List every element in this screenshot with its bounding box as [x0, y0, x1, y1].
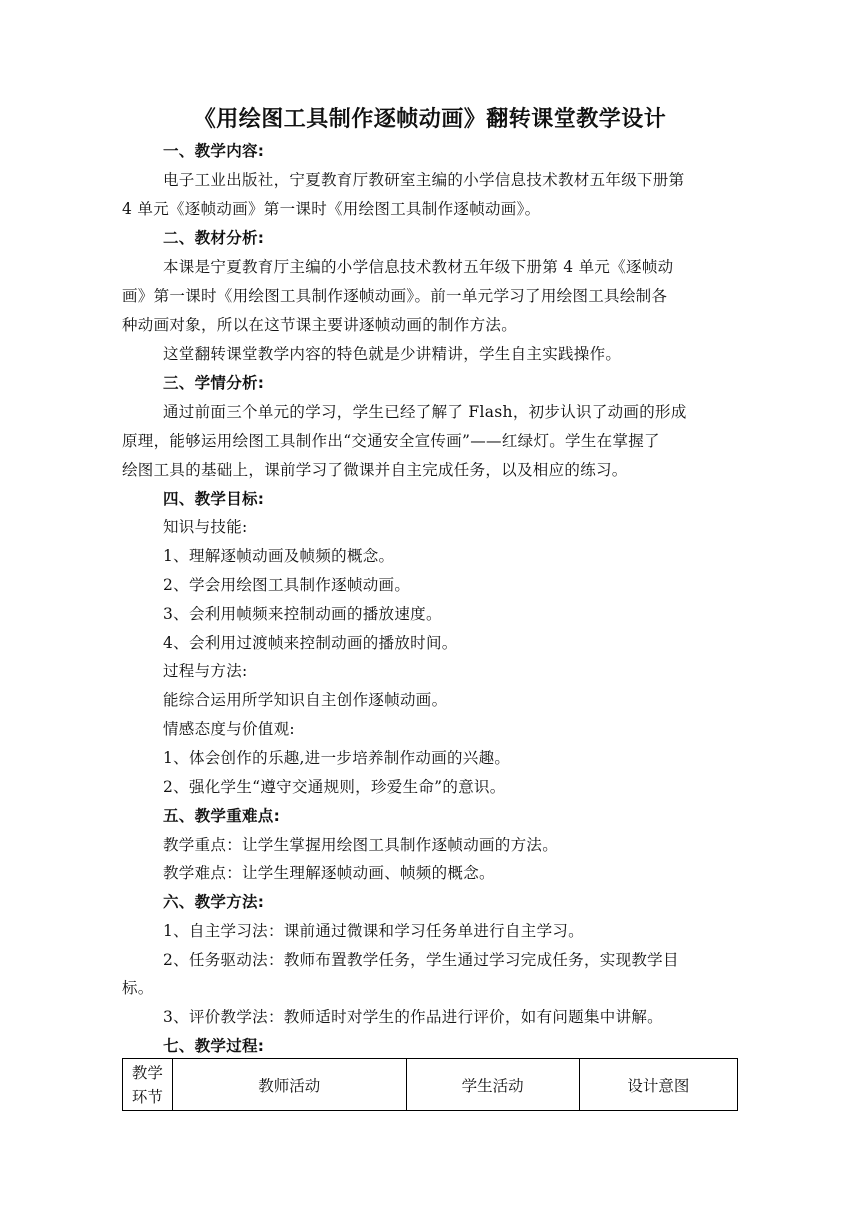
list-line: 3、评价教学法：教师适时对学生的作品进行评价，如有问题集中讲解。: [163, 1008, 663, 1026]
list-line: 标。: [122, 979, 154, 997]
list-line: 能综合运用所学知识自主创作逐帧动画。: [163, 691, 448, 709]
list-line: 教学难点：让学生理解逐帧动画、帧频的概念。: [163, 864, 495, 882]
section-heading-goals: 四、教学目标:: [163, 490, 265, 508]
section-heading-keypoints: 五、教学重难点:: [163, 807, 281, 825]
header-cell-stage-line2: 环节: [131, 1087, 163, 1106]
list-line: 1、体会创作的乐趣,进一步培养制作动画的兴趣。: [163, 749, 511, 767]
list-line: 教学重点：让学生掌握用绘图工具制作逐帧动画的方法。: [163, 836, 559, 854]
list-line: 2、强化学生“遵守交通规则，珍爱生命”的意识。: [163, 778, 506, 796]
list-line: 情感态度与价值观:: [163, 720, 295, 738]
document-title: 《用绘图工具制作逐帧动画》翻转课堂教学设计: [193, 107, 667, 132]
list-line: 知识与技能:: [163, 518, 248, 536]
paragraph-line: 本课是宁夏教育厅主编的小学信息技术教材五年级下册第 4 单元《逐帧动: [163, 258, 674, 276]
paragraph-line: 4 单元《逐帧动画》第一课时《用绘图工具制作逐帧动画》。: [122, 200, 541, 218]
header-cell-stage: [123, 1059, 173, 1111]
list-line: 1、理解逐帧动画及帧频的概念。: [163, 547, 395, 565]
paragraph-line: 这堂翻转课堂教学内容的特色就是少讲精讲，学生自主实践操作。: [163, 345, 622, 363]
section-heading-process: 七、教学过程:: [163, 1037, 265, 1055]
teaching-process-table: [122, 1058, 738, 1111]
header-cell-intent: 设计意图: [579, 1059, 737, 1111]
paragraph-line: 绘图工具的基础上，课前学习了微课并自主完成任务，以及相应的练习。: [122, 461, 628, 479]
section-heading-students: 三、学情分析:: [163, 374, 265, 392]
header-cell-student: 学生活动: [406, 1059, 579, 1111]
paragraph-line: 通过前面三个单元的学习，学生已经了解了 Flash，初步认识了动画的形成: [163, 403, 687, 421]
section-heading-content: 一、教学内容:: [163, 142, 265, 160]
section-heading-analysis: 二、教材分析:: [163, 229, 265, 247]
table-header-row: [123, 1059, 738, 1111]
list-line: 4、会利用过渡帧来控制动画的播放时间。: [163, 634, 458, 652]
list-line: 过程与方法:: [163, 662, 248, 680]
section-heading-methods: 六、教学方法:: [163, 893, 265, 911]
list-line: 2、学会用绘图工具制作逐帧动画。: [163, 576, 411, 594]
list-line: 1、自主学习法：课前通过微课和学习任务单进行自主学习。: [163, 922, 584, 940]
header-cell-teacher: 教师活动: [172, 1059, 406, 1111]
list-line: 2、任务驱动法：教师布置教学任务，学生通过学习完成任务，实现教学目: [163, 951, 679, 969]
paragraph-line: 电子工业出版社，宁夏教育厅教研室主编的小学信息技术教材五年级下册第: [163, 171, 685, 189]
list-line: 3、会利用帧频来控制动画的播放速度。: [163, 605, 442, 623]
paragraph-line: 原理，能够运用绘图工具制作出“交通安全宣传画”——红绿灯。学生在掌握了: [122, 432, 660, 450]
header-cell-stage-line1: 教学: [131, 1063, 163, 1082]
paragraph-line: 画》第一课时《用绘图工具制作逐帧动画》。前一单元学习了用绘图工具绘制各: [122, 287, 668, 305]
paragraph-line: 种动画对象，所以在这节课主要讲逐帧动画的制作方法。: [122, 316, 518, 334]
